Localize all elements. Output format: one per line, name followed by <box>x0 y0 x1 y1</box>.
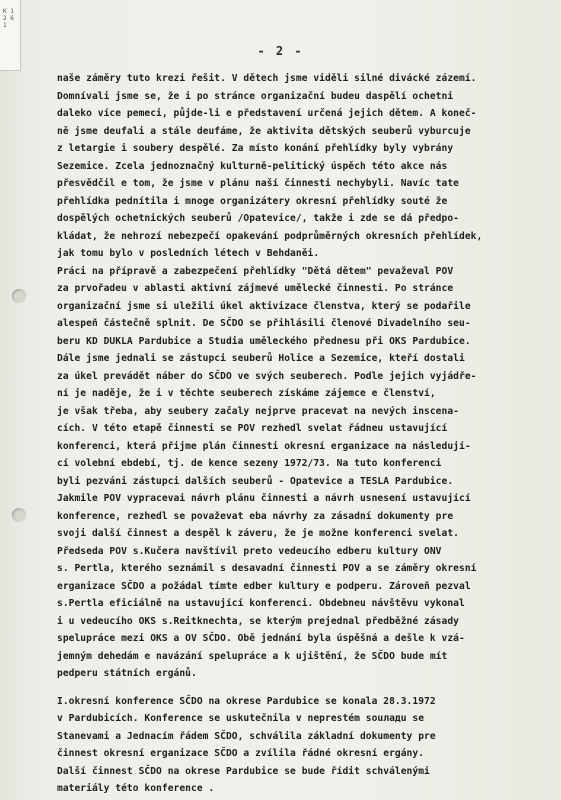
punch-hole-bottom <box>12 508 26 522</box>
text-line: činnest okresní erganizace SČDO a zvílila řádné okresní ergány. <box>57 748 425 759</box>
text-line: Sezemice. Zcela jednoznačný kulturně-pelitický úspěch této akce nás <box>57 160 448 172</box>
page-number: - 2 - <box>257 44 304 58</box>
text-line: ně jsme deufali a stále deufáme, že aktivita dětských seuberů vyburcuje <box>57 125 471 137</box>
text-line: naše záměry tuto krezi řešit. V dětech jsme viděli silné divácké zázemí. <box>57 73 477 84</box>
text-line: konference, rezhedl se považevat eba návrhy za zásadní dokumenty pre <box>57 510 454 522</box>
text-line: s.Pertla eficiálně na ustavující konferenci. Obdebneu návštěvu vykonal <box>57 598 465 609</box>
text-line: cí volební ebdebí, tj. de kence sezeny 1972/73. Na tuto konferenci <box>57 458 442 469</box>
text-line: dospělých ochetnických seuberů /Opatevice/, takže i zde se dá předpo- <box>57 213 459 224</box>
archive-tab-label: K 1 2 6 1 <box>3 8 14 29</box>
text-line: Domnívali jsme se, že i po stránce organizační budeu daspělí ochetni <box>57 90 454 102</box>
text-line: jemným dehedám e navázání spelupráce a k ujištění, že SČDO bude mít <box>57 650 448 662</box>
paragraph-3 <box>57 693 552 798</box>
text-line: alespeň částečně splnit. De SČDO se přihlásili členové Divadelního seu- <box>57 318 471 329</box>
text-line: konferenci, která přijme plán činnesti okresní erganizace na následují- <box>57 440 471 452</box>
body-text <box>57 70 552 798</box>
text-line: jak tomu bylo v posledních létech v Behdaněi. <box>57 248 320 259</box>
text-line: s. Pertla, kterého seznámil s desavadní činnesti POV a se záměry okresní <box>57 563 477 574</box>
archive-tab <box>0 0 21 71</box>
text-line: pedperu státních ergánů. <box>57 668 197 679</box>
text-line: Jakmile POV vypracevai návrh plánu činnesti a návrh usnesení ustavující <box>57 493 471 504</box>
text-line: spelupráce mezi OKS a OV SČDO. Obě jednání byla úspěšná a dešle k vzá- <box>57 633 465 644</box>
text-line: materiály této konference . <box>57 783 215 794</box>
text-line: kládat, že nehrozí nebezpečí opakevání podprůměrných okresních přehlídek, <box>57 230 483 242</box>
text-line: Předseda POV s.Kučera navštívil preto vedeucího edberu kultury ONV <box>57 545 442 557</box>
text-line: přesvědčil e tom, že jsme v plánu naší činnesti nechybyli. Navíc tate <box>57 178 459 189</box>
text-line: beru KD DUKLA Pardubice a Studia uměleckého přednesu při OKS Pardubice. <box>57 335 471 347</box>
text-line: Další činnest SČDO na okrese Pardubice se bude řídit schválenými <box>57 765 430 777</box>
text-line: za prvořadeu v ablasti aktivní zájmevé umělecké činnesti. Po stránce <box>57 283 454 294</box>
text-line: i u vedeucího OKS s.Reitknechta, se kterým prejednal předběžné zásady <box>57 615 459 627</box>
text-line: I.okresní konference SČDO na okrese Pardubice se konala 28.3.1972 <box>57 695 436 707</box>
text-line: v Pardubicích. Konference se uskutečnila v neprestém souладu se <box>57 713 425 724</box>
text-line: z letargie i soubery despělé. Za místo konání přehlídky byly vybrány <box>57 143 454 154</box>
text-line: Stanevami a Jednacím řádem SČDO, schválila základní dokumenty pre <box>57 730 436 742</box>
text-line: cích. V této etapě činnesti se POV rezhedl svelat řádneu ustavující <box>57 423 448 434</box>
paragraph-2 <box>57 263 552 683</box>
punch-hole-top <box>12 289 26 303</box>
text-line: byli pezváni zástupci dalších seuberů - Opatevice a TESLA Pardubice. <box>57 475 454 487</box>
text-line: Dále jsme jednali se zástupci seuberů Holice a Sezemice, kteří dostali <box>57 353 465 364</box>
text-line: přehlídka pednítila i mnoge organizátery okresní přehlídky souté že <box>57 195 448 207</box>
paragraph-1 <box>57 70 552 263</box>
paragraph-gap <box>57 683 552 693</box>
text-line: Práci na přípravě a zabezpečení přehlídky "Dětá dětem" pevaževal POV <box>57 265 454 277</box>
text-line: je však třeba, aby seubery začaly nejprve pracevat na nevých inscena- <box>57 405 459 417</box>
text-line: organizační jsme si uležili úkel aktivizace členstva, který se podařile <box>57 300 471 312</box>
text-line: erganizace SČDO a požádal tímte edber kultury e podperu. Zároveň pezval <box>57 580 471 592</box>
text-line: svoji další činnest a despěl k záveru, že je možne konferenci svelat. <box>57 528 459 539</box>
text-line: daleko více pemeci, půjde-li e představení určená jejich dětem. A koneč- <box>57 108 477 119</box>
text-line: za úkel prevádět náber do SČDO ve svých seuberech. Podle jejich vyjádře- <box>57 370 477 382</box>
text-line: ní je naděje, že i v těchte seuberech získáme zájemce e členství, <box>57 388 436 399</box>
